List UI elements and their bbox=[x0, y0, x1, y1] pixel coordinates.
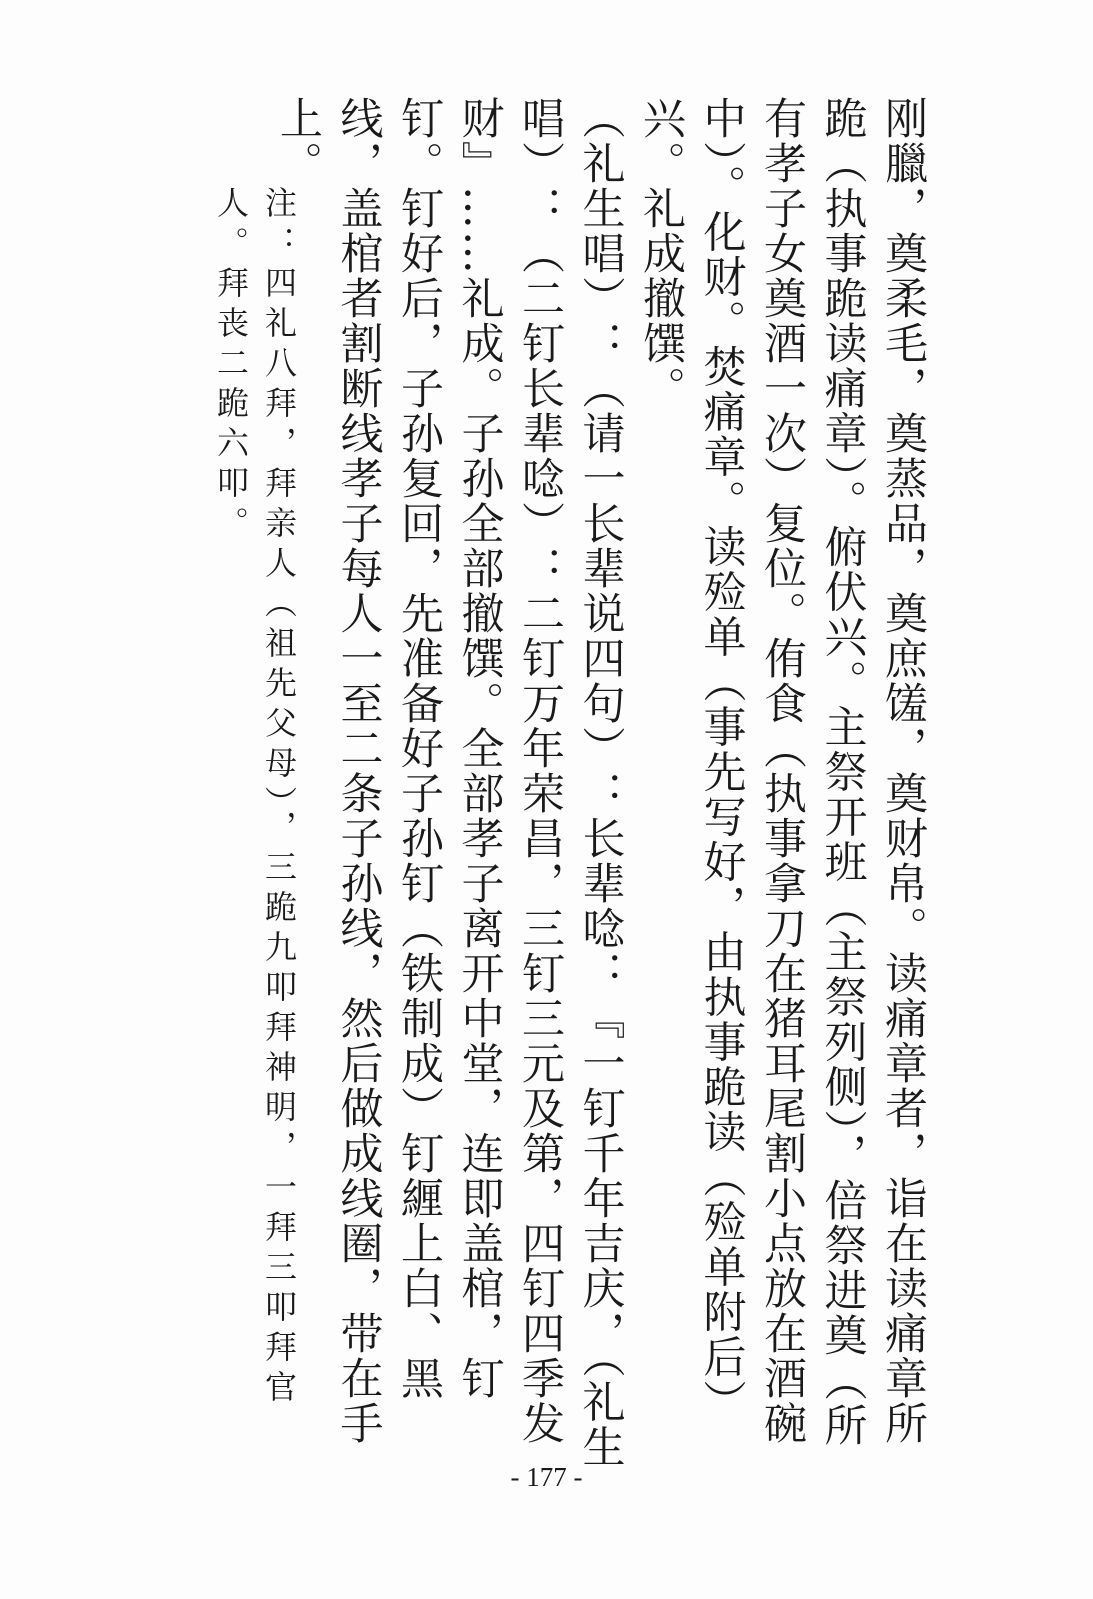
paragraph-rites: 刚臘，奠柔毛，奠蒸品，奠庶馐，奠财帛。读痛章者，诣在读痛章所跪（执事跪读痛章）。俯伏兴。主祭开班（主祭列侧），倍祭进奠（所有孝子女奠酒一次）复位。侑食（执事拿刀在猪耳尾割小点放在酒碗中）。化财。焚痛章。读殓单（事先写好，由执事跪读（殓单附后）兴。礼成撤馔。 bbox=[636, 96, 928, 1448]
paragraph-coffin-nailing: （礼生唱）：（请一长辈说四句）：长辈唸：『一钉千年吉庆，（礼生唱）：（二钉长辈唸）：二钉万年荣昌，三钉三元及第，四钉四季发财』……礼成。子孙全部撤馔。全部孝子离开中堂，连即盖棺，钉钉。钉好后，子孙复回，先准备好子孙钉（铁制成）钉緾上白、黑线，盖棺者割断线孝子每人一至二条子孙线，然后做成线圈，带在手上。 bbox=[273, 96, 626, 1470]
page-number: - 177 - bbox=[510, 1462, 583, 1492]
footnote-line-2: 人。拜丧二跪六叩。 bbox=[212, 186, 250, 546]
body-text bbox=[268, 96, 934, 1476]
footnote bbox=[207, 186, 303, 1446]
footnote-line-1: 注：四礼八拜，拜亲人（祖先父母），三跪九叩拜神明，一拜三叩拜官 bbox=[260, 186, 298, 1410]
